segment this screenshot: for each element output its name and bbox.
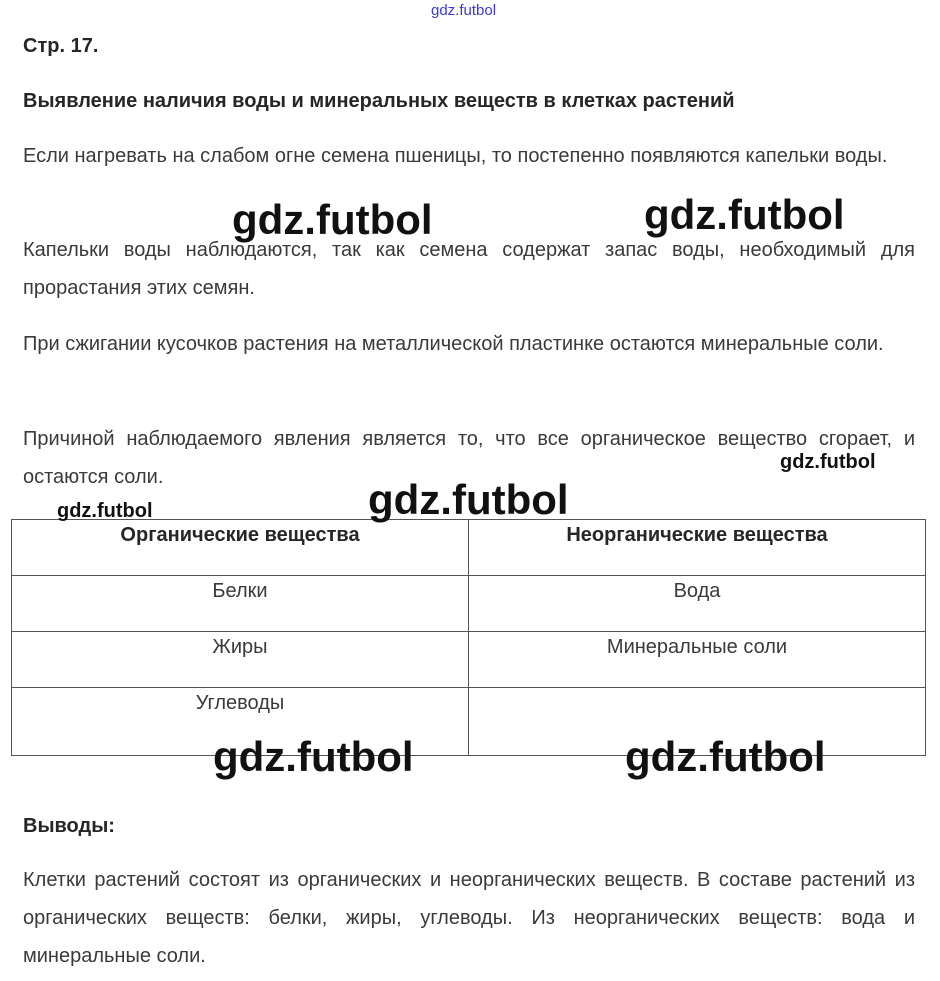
table-header-organic: Органические вещества — [12, 520, 469, 576]
substances-table — [11, 519, 926, 756]
table-cell: Углеводы — [12, 688, 469, 756]
paragraph-2: Капельки воды наблюдаются, так как семена содержат запас воды, необходимый для прорастания этих семян. — [23, 239, 915, 299]
conclusions-text: Клетки растений состоят из органических и неорганических веществ. В составе растений из органических веществ: белки, жиры, углеводы. Из неорганических веществ: вода и минеральные соли. — [23, 869, 915, 967]
section-heading: Выявление наличия воды и минеральных веществ в клетках растений — [23, 90, 735, 112]
watermark: gdz.futbol — [625, 733, 826, 780]
conclusions-title: Выводы: — [23, 815, 115, 837]
watermark: gdz.futbol — [57, 500, 153, 522]
table-cell: Белки — [12, 576, 469, 632]
table-cell: Минеральные соли — [469, 632, 926, 688]
table-header-row — [12, 520, 926, 576]
watermark: gdz.futbol — [780, 451, 876, 473]
watermark: gdz.futbol — [644, 191, 845, 238]
table-cell: Жиры — [12, 632, 469, 688]
watermark: gdz.futbol — [232, 196, 433, 243]
watermark: gdz.futbol — [368, 476, 569, 523]
watermark: gdz.futbol — [213, 733, 414, 780]
table-header-inorganic: Неорганические вещества — [469, 520, 926, 576]
watermark-top: gdz.futbol — [431, 2, 497, 19]
paragraph-4: Причиной наблюдаемого явления является то, что все органическое вещество сгорает, и остаются соли. — [23, 428, 915, 488]
table-cell: Вода — [469, 576, 926, 632]
page-number: Стр. 17. — [23, 35, 99, 57]
table-row — [12, 576, 926, 632]
paragraph-1: Если нагревать на слабом огне семена пшеницы, то постепенно появляются капельки воды. — [23, 145, 888, 167]
table-row — [12, 632, 926, 688]
paragraph-3: При сжигании кусочков растения на металлической пластинке остаются минеральные соли. — [23, 333, 884, 355]
